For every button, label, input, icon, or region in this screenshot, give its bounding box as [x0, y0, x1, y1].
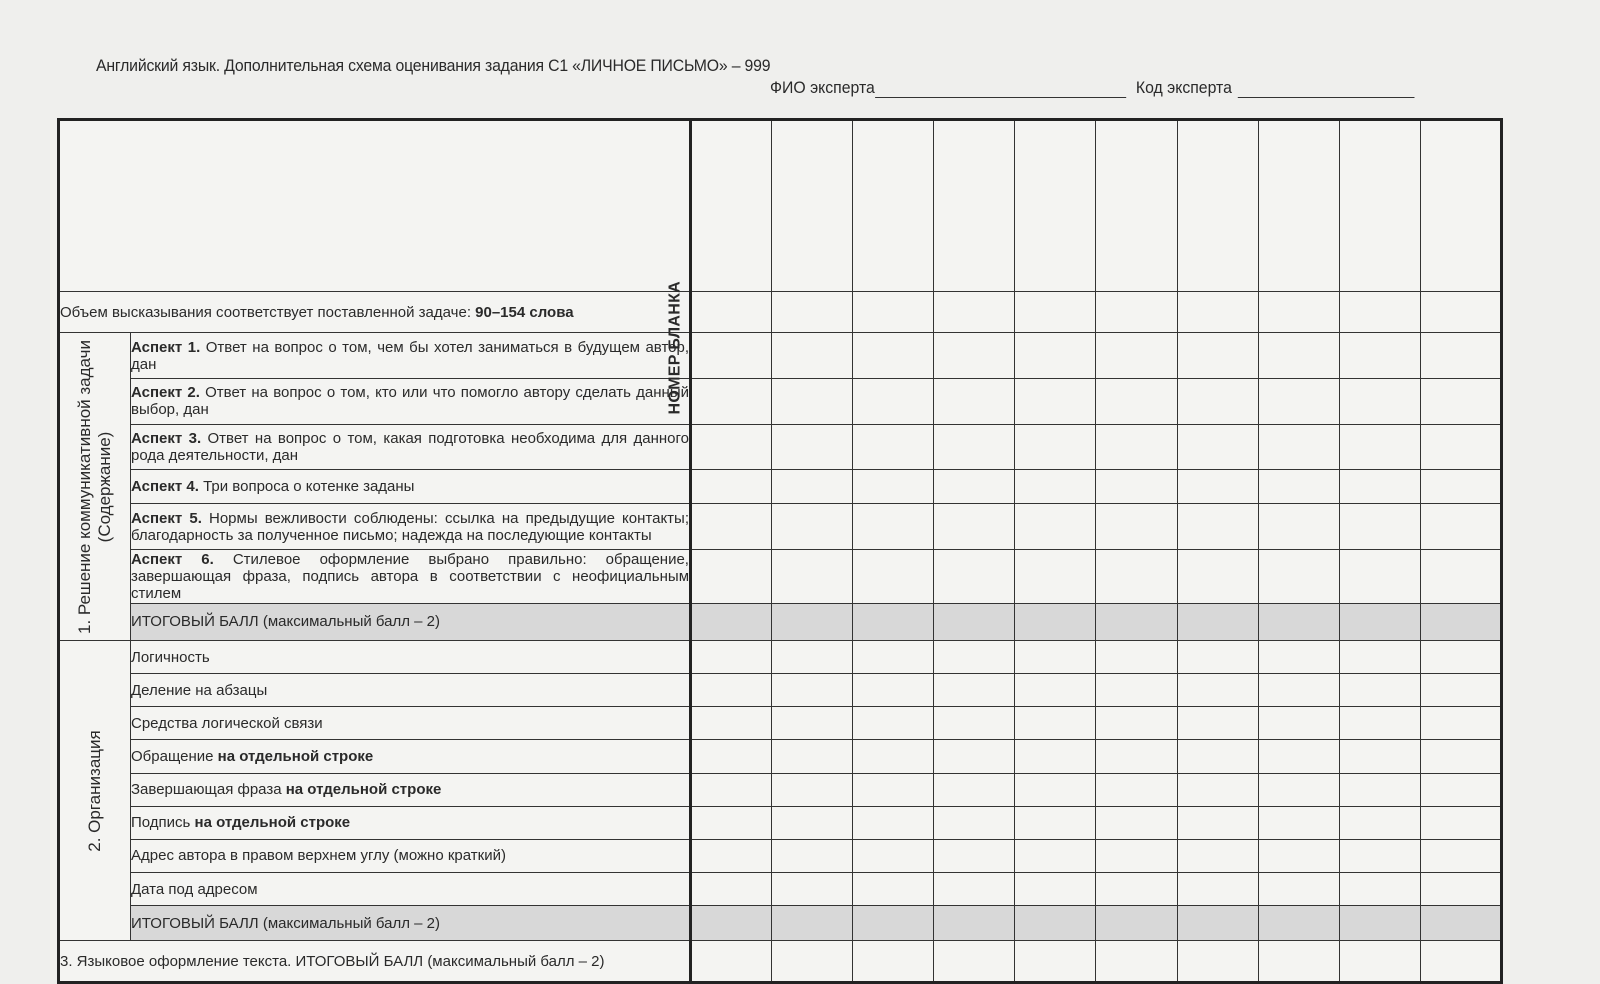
aspect-5-score-cell[interactable]	[1258, 504, 1339, 550]
aspect-1-score-cell[interactable]	[1096, 333, 1177, 379]
blank-number-score-cell[interactable]	[691, 120, 772, 292]
organization-item-7-plain: Адрес автора в правом верхнем углу (можно краткий)	[131, 847, 506, 865]
organization-item-8-label	[131, 873, 691, 906]
aspect-6-score-cell[interactable]	[1420, 549, 1501, 603]
aspect-6-text	[131, 551, 689, 602]
organization-item-2-score-cell[interactable]	[1015, 674, 1096, 707]
aspect-2-score-cell[interactable]	[934, 378, 1015, 424]
aspect-4-text	[131, 478, 689, 495]
organization-item-3-score-cell[interactable]	[1096, 707, 1177, 740]
organization-item-1-score-cell[interactable]	[691, 641, 772, 674]
aspect-6-score-cell[interactable]	[934, 549, 1015, 603]
volume-score-cell[interactable]	[1258, 291, 1339, 332]
organization-item-6-label	[131, 806, 691, 839]
aspect-1-score-cell[interactable]	[1420, 333, 1501, 379]
organization-item-4-score-cell[interactable]	[1258, 740, 1339, 773]
organization-item-4-label	[131, 740, 691, 773]
organization-item-2-score-cell[interactable]	[772, 674, 853, 707]
organization-item-7-score-cell[interactable]	[1258, 839, 1339, 872]
organization-item-7-score-cell[interactable]	[934, 839, 1015, 872]
organization-item-3-score-cell[interactable]	[772, 707, 853, 740]
aspect-6-score-cell[interactable]	[691, 549, 772, 603]
aspect-4-score-cell[interactable]	[1177, 470, 1258, 504]
organization-item-6-score-cell[interactable]	[1177, 806, 1258, 839]
organization-item-1-score-cell[interactable]	[1420, 641, 1501, 674]
section-1-total-score-cell[interactable]	[1177, 603, 1258, 640]
organization-item-8-score-cell[interactable]	[853, 873, 934, 906]
organization-item-5-score-cell[interactable]	[934, 773, 1015, 806]
section-2-total-score-cell[interactable]	[1420, 906, 1501, 941]
aspect-6-score-cell[interactable]	[853, 549, 934, 603]
expert-name-label: ФИО эксперта	[770, 78, 875, 97]
aspect-5-score-cell[interactable]	[772, 504, 853, 550]
aspect-4-bold: Аспект 4.	[131, 478, 199, 496]
blank-number-score-cell[interactable]	[1015, 120, 1096, 292]
aspect-3-score-cell[interactable]	[934, 424, 1015, 470]
aspect-3-score-cell[interactable]	[1420, 424, 1501, 470]
organization-item-7-label	[131, 839, 691, 872]
document-title: Английский язык. Дополнительная схема оценивания задания С1 «ЛИЧНОЕ ПИСЬМО» – 999	[96, 56, 771, 75]
organization-item-2-score-cell[interactable]	[934, 674, 1015, 707]
organization-item-4-score-cell[interactable]	[772, 740, 853, 773]
aspect-4-plain: Три вопроса о котенке заданы	[198, 478, 415, 496]
section-1-total-score-cell[interactable]	[691, 603, 772, 640]
aspect-1-score-cell[interactable]	[1258, 333, 1339, 379]
aspect-2-score-cell[interactable]	[1258, 378, 1339, 424]
volume-score-cell[interactable]	[1339, 291, 1420, 332]
section-2-title-text: 2. Организация	[85, 730, 104, 852]
aspect-5-score-cell[interactable]	[1420, 504, 1501, 550]
organization-item-5-score-cell[interactable]	[1258, 773, 1339, 806]
organization-item-8-text	[131, 881, 689, 898]
aspect-4-score-cell[interactable]	[934, 470, 1015, 504]
aspect-3-score-cell[interactable]	[691, 424, 772, 470]
volume-score-cell[interactable]	[772, 291, 853, 332]
organization-item-2-score-cell[interactable]	[853, 674, 934, 707]
aspect-6-score-cell[interactable]	[772, 549, 853, 603]
section-3-score-cell[interactable]	[1096, 941, 1177, 983]
organization-item-4-score-cell[interactable]	[1339, 740, 1420, 773]
organization-item-8-score-cell[interactable]	[934, 873, 1015, 906]
section-1-total-score-cell[interactable]	[1420, 603, 1501, 640]
aspect-3-score-cell[interactable]	[1339, 424, 1420, 470]
organization-item-6-score-cell[interactable]	[853, 806, 934, 839]
organization-item-8-score-cell[interactable]	[1258, 873, 1339, 906]
aspect-2-bold: Аспект 2.	[131, 384, 200, 402]
blank-number-score-cell[interactable]	[853, 120, 934, 292]
aspect-3-score-cell[interactable]	[772, 424, 853, 470]
aspect-2-text	[131, 384, 689, 418]
blank-number-score-cell[interactable]	[1177, 120, 1258, 292]
organization-item-6-score-cell[interactable]	[1258, 806, 1339, 839]
organization-item-3-score-cell[interactable]	[691, 707, 772, 740]
organization-item-6-score-cell[interactable]	[1015, 806, 1096, 839]
aspect-1-bold: Аспект 1.	[131, 338, 201, 356]
organization-item-4-score-cell[interactable]	[1420, 740, 1501, 773]
aspect-5-text	[131, 510, 689, 544]
section-1-total-score-cell[interactable]	[1339, 603, 1420, 640]
section-3-score-cell[interactable]	[772, 941, 853, 983]
organization-item-5-score-cell[interactable]	[1339, 773, 1420, 806]
aspect-2-score-cell[interactable]	[772, 378, 853, 424]
aspect-6-score-cell[interactable]	[1339, 549, 1420, 603]
organization-item-7-text	[131, 847, 689, 864]
scoring-table	[57, 118, 1503, 984]
aspect-4-score-cell[interactable]	[1258, 470, 1339, 504]
organization-item-1-score-cell[interactable]	[1258, 641, 1339, 674]
aspect-6-score-cell[interactable]	[1177, 549, 1258, 603]
section-3-score-cell[interactable]	[1339, 941, 1420, 983]
aspect-3-score-cell[interactable]	[1096, 424, 1177, 470]
volume-bold: 90–154 слова	[475, 303, 574, 321]
aspect-4-score-cell[interactable]	[691, 470, 772, 504]
aspect-4-score-cell[interactable]	[1339, 470, 1420, 504]
blank-number-score-cell[interactable]	[1258, 120, 1339, 292]
organization-item-6-bold: на отдельной строке	[194, 814, 351, 832]
aspect-5-score-cell[interactable]	[1015, 504, 1096, 550]
organization-item-5-score-cell[interactable]	[1177, 773, 1258, 806]
organization-item-4-text	[131, 748, 689, 765]
section-1-total-score-cell[interactable]	[1258, 603, 1339, 640]
expert-name-field[interactable]	[875, 83, 1126, 98]
organization-item-1-score-cell[interactable]	[1339, 641, 1420, 674]
aspect-6-score-cell[interactable]	[1015, 549, 1096, 603]
aspect-2-score-cell[interactable]	[1177, 378, 1258, 424]
organization-item-8-score-cell[interactable]	[1096, 873, 1177, 906]
organization-item-5-plain: Завершающая фраза	[131, 781, 286, 799]
section-2-total-score-cell[interactable]	[1339, 906, 1420, 941]
aspect-2-score-cell[interactable]	[1420, 378, 1501, 424]
organization-item-3-score-cell[interactable]	[853, 707, 934, 740]
organization-item-6-score-cell[interactable]	[691, 806, 772, 839]
organization-item-8-score-cell[interactable]	[1177, 873, 1258, 906]
section-1-title-text: 1. Решение коммуникативной задачи (Содержание)	[75, 339, 114, 634]
organization-item-2-label	[131, 674, 691, 707]
section-1-total-score-cell[interactable]	[772, 603, 853, 640]
section-3-score-cell[interactable]	[934, 941, 1015, 983]
organization-item-4-plain: Обращение	[131, 748, 218, 766]
volume-score-cell[interactable]	[853, 291, 934, 332]
section-3-score-cell[interactable]	[853, 941, 934, 983]
organization-item-6-score-cell[interactable]	[1096, 806, 1177, 839]
aspect-3-score-cell[interactable]	[1258, 424, 1339, 470]
volume-score-cell[interactable]	[1015, 291, 1096, 332]
organization-item-1-label	[131, 641, 691, 674]
aspect-2-plain: Ответ на вопрос о том, кто или что помогло автору сделать данный выбор, дан	[131, 384, 689, 419]
organization-item-1-plain: Логичность	[131, 648, 210, 666]
aspect-1-score-cell[interactable]	[691, 333, 772, 379]
section-2-title	[59, 641, 131, 941]
aspect-5-score-cell[interactable]	[1096, 504, 1177, 550]
organization-item-4-score-cell[interactable]	[1015, 740, 1096, 773]
organization-item-2-score-cell[interactable]	[691, 674, 772, 707]
aspect-3-bold: Аспект 3.	[131, 429, 202, 447]
aspect-3-text	[131, 430, 689, 464]
volume-score-cell[interactable]	[1420, 291, 1501, 332]
volume-text: Объем высказывания соответствует поставленной задаче:	[60, 303, 476, 321]
organization-item-7-score-cell[interactable]	[1420, 839, 1501, 872]
section-1-title	[59, 333, 131, 641]
organization-item-2-score-cell[interactable]	[1177, 674, 1258, 707]
volume-score-cell[interactable]	[1096, 291, 1177, 332]
section-3-label: 3. Языковое оформление текста. ИТОГОВЫЙ БАЛЛ (максимальный балл – 2)	[59, 941, 691, 983]
aspect-3-score-cell[interactable]	[1015, 424, 1096, 470]
section-2-total-score-cell[interactable]	[772, 906, 853, 941]
organization-item-4-score-cell[interactable]	[853, 740, 934, 773]
section-3-score-cell[interactable]	[1420, 941, 1501, 983]
section-2-total-score-cell[interactable]	[1177, 906, 1258, 941]
organization-item-3-text	[131, 715, 689, 732]
organization-item-8-score-cell[interactable]	[1015, 873, 1096, 906]
organization-item-5-label	[131, 773, 691, 806]
organization-item-8-score-cell[interactable]	[1420, 873, 1501, 906]
organization-item-1-score-cell[interactable]	[1177, 641, 1258, 674]
organization-item-5-score-cell[interactable]	[772, 773, 853, 806]
section-1-total-score-cell[interactable]	[1096, 603, 1177, 640]
organization-item-7-score-cell[interactable]	[1096, 839, 1177, 872]
organization-item-7-score-cell[interactable]	[772, 839, 853, 872]
organization-item-8-score-cell[interactable]	[1339, 873, 1420, 906]
section-3-score-cell[interactable]	[1258, 941, 1339, 983]
aspect-2-score-cell[interactable]	[1015, 378, 1096, 424]
organization-item-4-score-cell[interactable]	[1096, 740, 1177, 773]
aspect-6-label	[131, 549, 691, 603]
organization-item-2-plain: Деление на абзацы	[131, 681, 268, 699]
section-2-total-score-cell[interactable]	[1015, 906, 1096, 941]
aspect-5-label	[131, 504, 691, 550]
organization-item-2-score-cell[interactable]	[1420, 674, 1501, 707]
aspect-1-score-cell[interactable]	[1177, 333, 1258, 379]
organization-item-1-score-cell[interactable]	[772, 641, 853, 674]
section-2-total-score-cell[interactable]	[934, 906, 1015, 941]
organization-item-1-score-cell[interactable]	[853, 641, 934, 674]
aspect-6-plain: Стилевое оформление выбрано правильно: обращение, завершающая фраза, подпись автора в соответствии с неофициальным стилем	[131, 550, 689, 602]
section-1-total-score-cell[interactable]	[853, 603, 934, 640]
blank-number-score-cell[interactable]	[1096, 120, 1177, 292]
organization-item-6-text	[131, 814, 689, 831]
organization-item-6-score-cell[interactable]	[1420, 806, 1501, 839]
organization-item-6-score-cell[interactable]	[934, 806, 1015, 839]
aspect-3-score-cell[interactable]	[1177, 424, 1258, 470]
organization-item-2-score-cell[interactable]	[1096, 674, 1177, 707]
aspect-6-score-cell[interactable]	[1096, 549, 1177, 603]
blank-number-score-cell[interactable]	[1339, 120, 1420, 292]
organization-item-7-score-cell[interactable]	[1015, 839, 1096, 872]
aspect-1-score-cell[interactable]	[1339, 333, 1420, 379]
organization-item-5-score-cell[interactable]	[1096, 773, 1177, 806]
aspect-1-label	[131, 333, 691, 379]
aspect-3-score-cell[interactable]	[853, 424, 934, 470]
aspect-1-plain: Ответ на вопрос о том, чем бы хотел заниматься в будущем автор, дан	[131, 338, 689, 373]
aspect-4-score-cell[interactable]	[1420, 470, 1501, 504]
organization-item-3-score-cell[interactable]	[1258, 707, 1339, 740]
aspect-1-score-cell[interactable]	[1015, 333, 1096, 379]
organization-item-6-score-cell[interactable]	[1339, 806, 1420, 839]
organization-item-4-score-cell[interactable]	[934, 740, 1015, 773]
organization-item-4-score-cell[interactable]	[1177, 740, 1258, 773]
organization-item-7-score-cell[interactable]	[853, 839, 934, 872]
aspect-4-score-cell[interactable]	[772, 470, 853, 504]
aspect-4-score-cell[interactable]	[853, 470, 934, 504]
organization-item-5-score-cell[interactable]	[1420, 773, 1501, 806]
organization-item-6-plain: Подпись	[131, 814, 195, 832]
organization-item-3-score-cell[interactable]	[1339, 707, 1420, 740]
organization-item-5-bold: на отдельной строке	[285, 781, 442, 799]
organization-item-6-score-cell[interactable]	[772, 806, 853, 839]
blank-number-score-cell[interactable]	[1420, 120, 1501, 292]
aspect-5-score-cell[interactable]	[1339, 504, 1420, 550]
aspect-5-plain: Нормы вежливости соблюдены: ссылка на предыдущие контакты; благодарность за полученное письмо; надежда на последующие контакты	[131, 509, 689, 544]
organization-item-7-score-cell[interactable]	[691, 839, 772, 872]
organization-item-3-score-cell[interactable]	[934, 707, 1015, 740]
organization-item-8-plain: Дата под адресом	[131, 880, 258, 898]
volume-row-label	[59, 291, 691, 332]
aspect-5-bold: Аспект 5.	[131, 509, 202, 527]
organization-item-1-score-cell[interactable]	[1015, 641, 1096, 674]
aspect-1-score-cell[interactable]	[772, 333, 853, 379]
aspect-2-score-cell[interactable]	[691, 378, 772, 424]
organization-item-7-score-cell[interactable]	[1339, 839, 1420, 872]
aspect-2-label	[131, 378, 691, 424]
organization-item-3-score-cell[interactable]	[1420, 707, 1501, 740]
section-1-total-score-cell[interactable]	[1015, 603, 1096, 640]
aspect-6-bold: Аспект 6.	[131, 550, 214, 568]
volume-score-cell[interactable]	[1177, 291, 1258, 332]
aspect-5-score-cell[interactable]	[1177, 504, 1258, 550]
aspect-5-score-cell[interactable]	[934, 504, 1015, 550]
section-2-total-label: ИТОГОВЫЙ БАЛЛ (максимальный балл – 2)	[131, 906, 691, 941]
aspect-1-score-cell[interactable]	[934, 333, 1015, 379]
aspect-1-text	[131, 339, 689, 373]
organization-item-1-score-cell[interactable]	[1096, 641, 1177, 674]
section-2-total-score-cell[interactable]	[1096, 906, 1177, 941]
organization-item-7-score-cell[interactable]	[1177, 839, 1258, 872]
blank-number-score-cell[interactable]	[934, 120, 1015, 292]
volume-score-cell[interactable]	[691, 291, 772, 332]
organization-item-5-score-cell[interactable]	[853, 773, 934, 806]
aspect-4-score-cell[interactable]	[1015, 470, 1096, 504]
section-3-score-cell[interactable]	[1177, 941, 1258, 983]
organization-item-2-text	[131, 682, 689, 699]
aspect-5-score-cell[interactable]	[853, 504, 934, 550]
section-2-total-score-cell[interactable]	[853, 906, 934, 941]
aspect-4-score-cell[interactable]	[1096, 470, 1177, 504]
blank-number-label: НОМЕР БЛАНКА	[666, 280, 683, 415]
aspect-2-score-cell[interactable]	[853, 378, 934, 424]
organization-item-3-score-cell[interactable]	[1177, 707, 1258, 740]
expert-code-label: Код эксперта	[1135, 78, 1232, 97]
organization-item-1-text	[131, 649, 689, 666]
volume-score-cell[interactable]	[934, 291, 1015, 332]
organization-item-4-score-cell[interactable]	[691, 740, 772, 773]
section-3-score-cell[interactable]	[691, 941, 772, 983]
organization-item-1-score-cell[interactable]	[934, 641, 1015, 674]
aspect-1-score-cell[interactable]	[853, 333, 934, 379]
section-1-total-score-cell[interactable]	[934, 603, 1015, 640]
expert-code-field[interactable]	[1237, 83, 1414, 98]
aspect-5-score-cell[interactable]	[691, 504, 772, 550]
organization-item-3-score-cell[interactable]	[1015, 707, 1096, 740]
blank-number-score-cell[interactable]	[772, 120, 853, 292]
section-2-total-score-cell[interactable]	[1258, 906, 1339, 941]
section-3-score-cell[interactable]	[1015, 941, 1096, 983]
organization-item-2-score-cell[interactable]	[1339, 674, 1420, 707]
aspect-2-score-cell[interactable]	[1096, 378, 1177, 424]
organization-item-4-bold: на отдельной строке	[217, 748, 374, 766]
aspect-2-score-cell[interactable]	[1339, 378, 1420, 424]
organization-item-8-score-cell[interactable]	[691, 873, 772, 906]
organization-item-3-plain: Средства логической связи	[131, 714, 323, 732]
organization-item-3-label	[131, 707, 691, 740]
aspect-3-label	[131, 424, 691, 470]
section-2-total-score-cell[interactable]	[691, 906, 772, 941]
aspect-4-label	[131, 470, 691, 504]
organization-item-5-score-cell[interactable]	[1015, 773, 1096, 806]
organization-item-5-text	[131, 781, 689, 798]
organization-item-5-score-cell[interactable]	[691, 773, 772, 806]
aspect-6-score-cell[interactable]	[1258, 549, 1339, 603]
section-1-total-label: ИТОГОВЫЙ БАЛЛ (максимальный балл – 2)	[131, 603, 691, 640]
aspect-3-plain: Ответ на вопрос о том, какая подготовка необходима для данного рода деятельности, дан	[131, 429, 689, 464]
organization-item-8-score-cell[interactable]	[772, 873, 853, 906]
organization-item-2-score-cell[interactable]	[1258, 674, 1339, 707]
expert-fields	[770, 78, 1414, 98]
